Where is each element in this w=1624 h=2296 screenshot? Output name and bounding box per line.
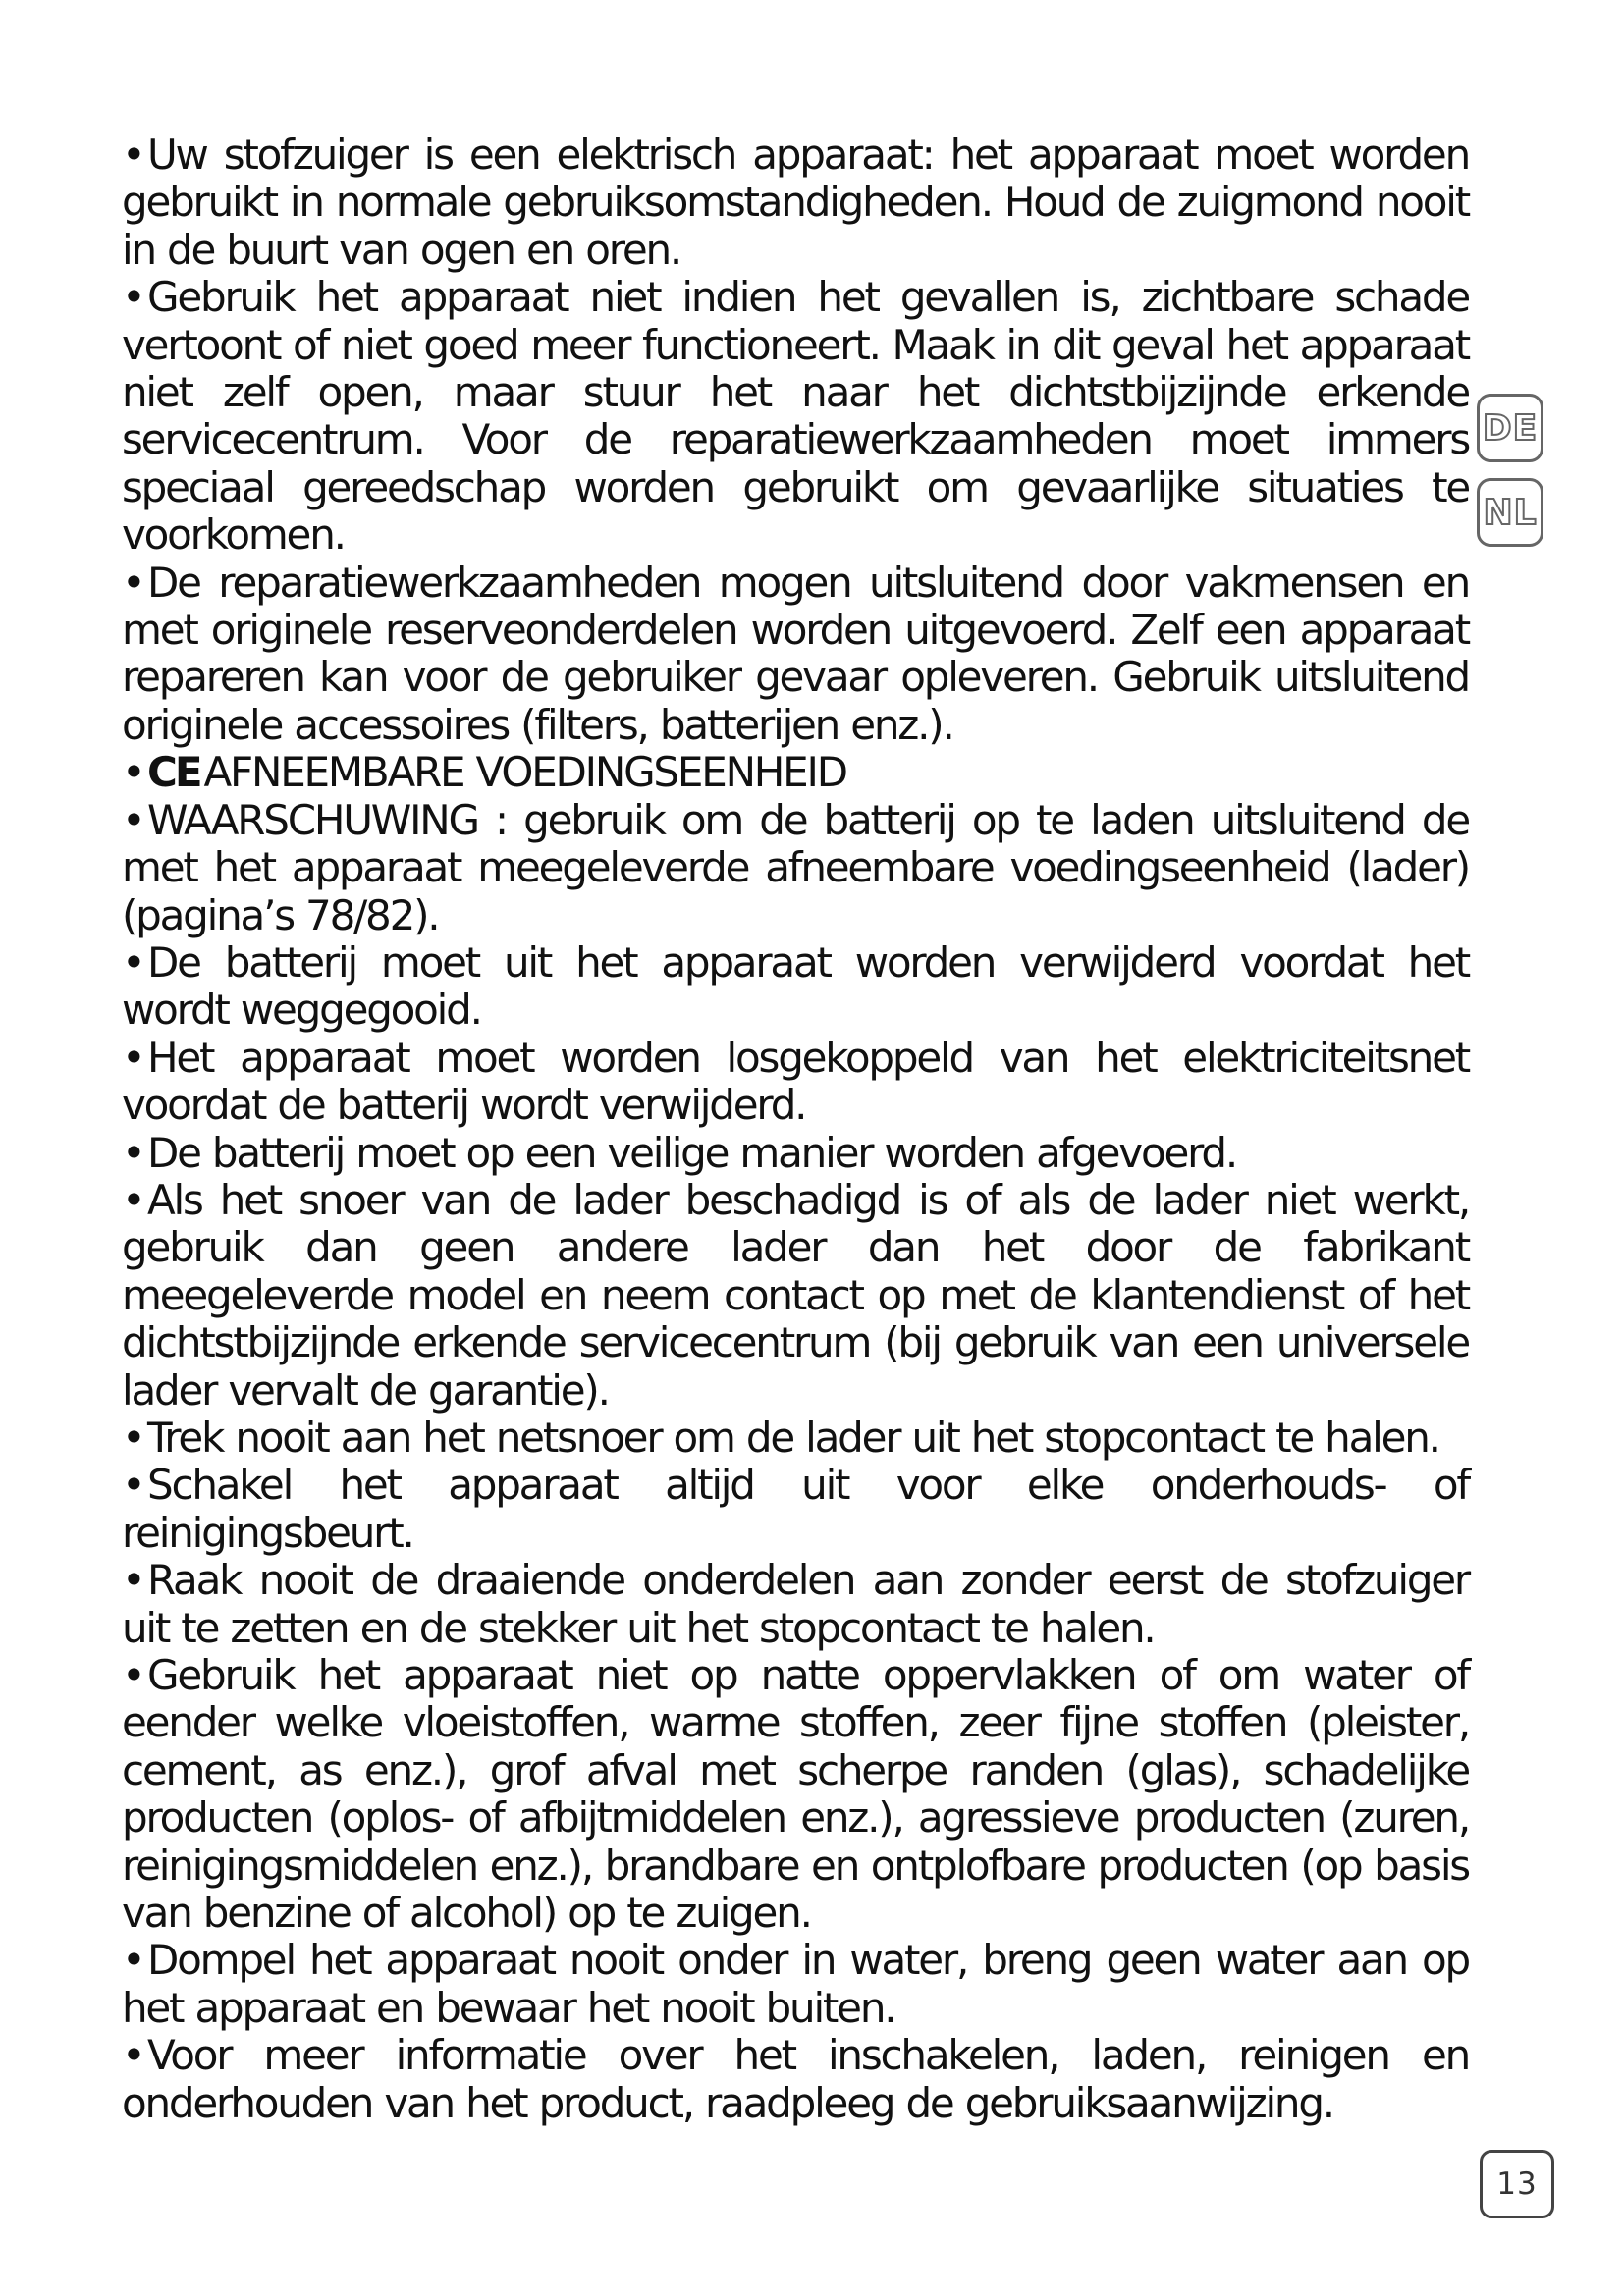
instruction-item (122, 132, 1469, 274)
instruction-item (122, 1557, 1469, 1652)
bullet: • (122, 1413, 144, 1462)
bullet: • (122, 1651, 144, 1699)
instruction-item (122, 797, 1469, 939)
bullet: • (122, 748, 144, 797)
instruction-text: De batterij moet uit het apparaat worden verwijderd voordat het wordt weggegooid. (122, 937, 1469, 1035)
instruction-text: Schakel het apparaat altijd uit voor elke onderhouds- of reinigingsbeurt. (122, 1461, 1469, 1557)
heading-text: AFNEEMBARE VOEDINGSEENHEID (203, 748, 846, 797)
instruction-text: Dompel het apparaat nooit onder in water, breng geen water aan op het apparaat en bewaar het nooit buiten. (122, 1936, 1469, 2032)
instruction-text: De reparatiewerkzaamheden mogen uitsluitend door vakmensen en met originele reserveonderdelen worden uitgevoerd. Zelf een apparaat repareren kan voor de gebruiker gevaar opleveren. Gebruik uitsluitend originele accessoires (filters, batterijen enz.). (122, 558, 1469, 749)
bullet: • (122, 1128, 144, 1177)
instruction-text: WAARSCHUWING : gebruik om de batterij op te laden uitsluitend de met het apparaat meegeleverde afneembare voedingseenheid (lader) (pagina’s 78/82). (122, 795, 1469, 939)
instruction-item (122, 1415, 1469, 1462)
bullet: • (122, 1936, 144, 1985)
bullet: • (122, 1033, 144, 1082)
instruction-item (122, 1462, 1469, 1557)
bullet: • (122, 273, 144, 322)
ce-mark-icon: CE (147, 748, 200, 797)
instruction-text: Voor meer informatie over het inschakelen, laden, reinigen en onderhouden van het product, raadpleeg de gebruiksaanwijzing. (122, 2031, 1469, 2127)
instruction-text: Gebruik het apparaat niet op natte oppervlakken of om water of eender welke vloeistoffen, warme stoffen, zeer fijne stoffen (pleister, cement, as enz.), grof afval met scherpe randen (glas), schadelijke producten (oplos- of afbijtmiddelen enz.), agressieve producten (zuren, reinigingsmiddelen enz.), brandbare en ontplofbare producten (op basis van benzine of alcohol) op te zuigen. (122, 1651, 1469, 1938)
instruction-text: Gebruik het apparaat niet indien het gevallen is, zichtbare schade vertoont of niet goed meer functioneert. Maak in dit geval het apparaat niet zelf open, maar stuur het naar het dichtstbijzijnde erkende servicecentrum. Voor de reparatiewerkzaamheden moet immers speciaal gereedschap worden gebruikt om gevaarlijke situaties te voorkomen. (122, 273, 1469, 560)
bullet: • (122, 795, 144, 844)
bullet: • (122, 1556, 144, 1605)
instruction-item (122, 1035, 1469, 1130)
bullet: • (122, 2031, 144, 2080)
instruction-text: Uw stofzuiger is een elektrisch apparaat: het apparaat moet worden gebruikt in normale gebruiksomstandigheden. Houd de zuigmond nooit in de buurt van ogen en oren. (122, 131, 1469, 274)
instruction-item (122, 939, 1469, 1035)
instruction-text: Het apparaat moet worden losgekoppeld van het elektriciteitsnet voordat de batterij wordt verwijderd. (122, 1033, 1469, 1130)
bullet: • (122, 1175, 144, 1224)
instruction-item (122, 1652, 1469, 1937)
instruction-item (122, 1177, 1469, 1415)
instruction-item (122, 2032, 1469, 2127)
safety-instructions (122, 132, 1469, 2127)
language-tab-de: DE (1477, 394, 1543, 462)
bullet: • (122, 1461, 144, 1510)
bullet: • (122, 131, 144, 179)
instruction-item (122, 1937, 1469, 2032)
instruction-item (122, 560, 1469, 750)
language-tab-nl: NL (1477, 478, 1543, 547)
instruction-text: Trek nooit aan het netsnoer om de lader uit het stopcontact te halen. (147, 1413, 1439, 1462)
page-number: 13 (1480, 2150, 1554, 2218)
instruction-item (122, 1130, 1469, 1177)
instruction-text: Als het snoer van de lader beschadigd is of als de lader niet werkt, gebruik dan geen andere lader dan het door de fabrikant meegeleverde model en neem contact op met de klantendienst of het dichtstbijzijnde erkende servicecentrum (bij gebruik van een universele lader vervalt de garantie). (122, 1175, 1469, 1415)
bullet: • (122, 937, 144, 987)
bullet: • (122, 558, 144, 607)
instruction-item-heading (122, 749, 1469, 796)
instruction-text: De batterij moet op een veilige manier worden afgevoerd. (147, 1128, 1237, 1177)
instruction-text: Raak nooit de draaiende onderdelen aan zonder eerst de stofzuiger uit te zetten en de stekker uit het stopcontact te halen. (122, 1556, 1469, 1652)
instruction-item (122, 274, 1469, 559)
